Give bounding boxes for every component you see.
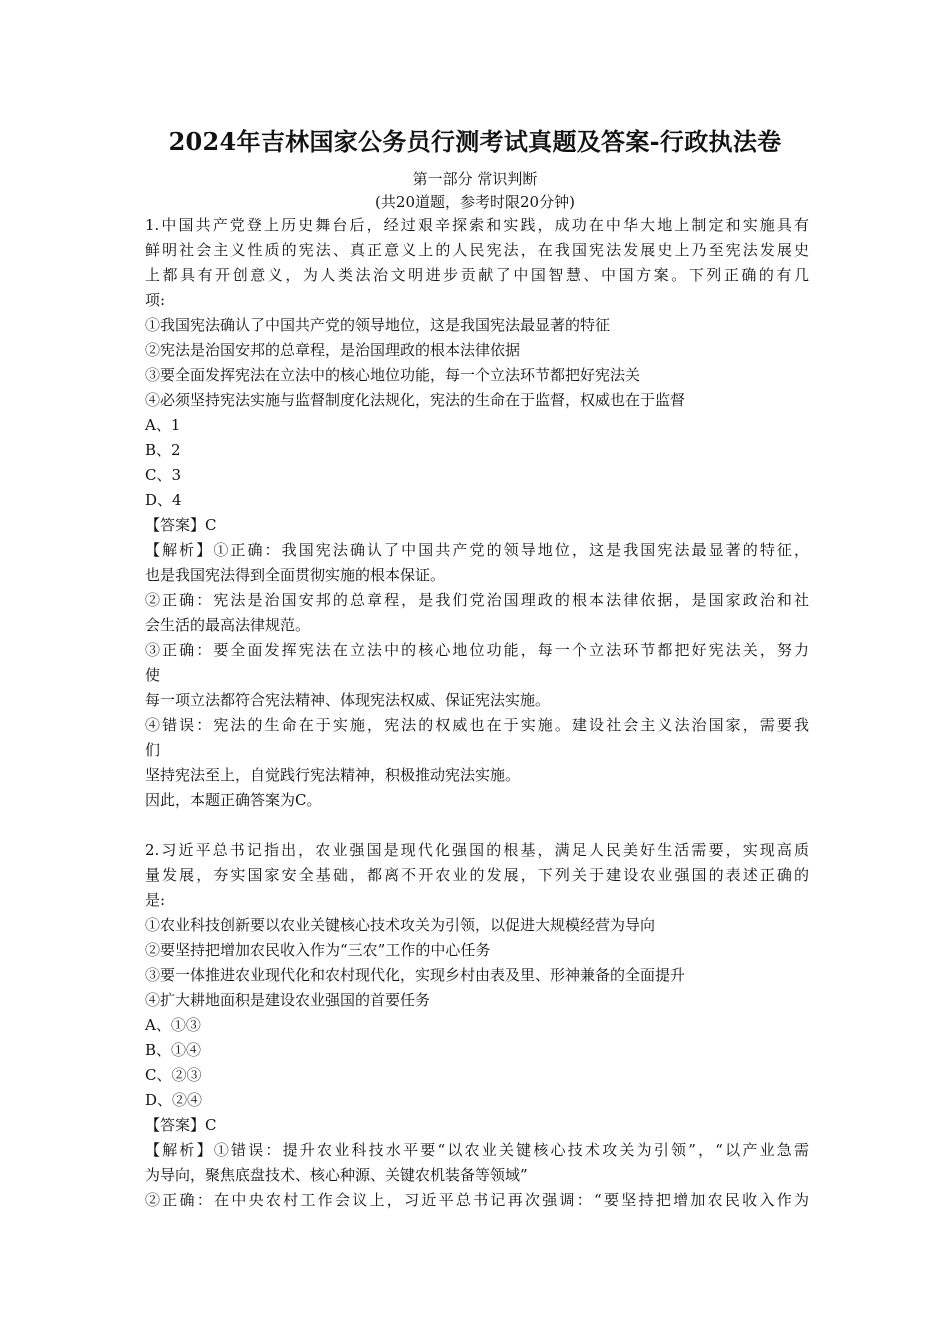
question-stem-line: 量发展，夯实国家安全基础，都离不开农业的发展，下列关于建设农业强国的表述正确的 — [145, 866, 809, 884]
analysis-line: 为导向，聚焦底盘技术、核心种源、关键农机装备等领域” — [145, 1166, 528, 1184]
analysis-line: 使 — [145, 666, 161, 684]
section-title: 第一部分 常识判断 — [412, 170, 538, 188]
statement: ④必须坚持宪法实施与监督制度化法规化，宪法的生命在于监督，权威也在于监督 — [145, 391, 686, 409]
paragraph-gap — [145, 813, 809, 838]
answer: 【答案】C — [145, 516, 217, 534]
analysis-line: ④错误：宪法的生命在于实施，宪法的权威也在于实施。建设社会主义法治国家，需要我 — [145, 716, 809, 734]
option-c: C、②③ — [145, 1066, 202, 1084]
question-stem-line: 1.中国共产党登上历史舞台后，经过艰辛探索和实践，成功在中华大地上制定和实施具有 — [145, 216, 809, 234]
analysis-line: 们 — [145, 741, 161, 759]
option-a: A、①③ — [145, 1016, 201, 1034]
question-stem-line: 是: — [145, 891, 166, 909]
analysis-line: 也是我国宪法得到全面贯彻实施的根本保证。 — [145, 566, 446, 584]
statement: ③要一体推进农业现代化和农村现代化，实现乡村由表及里、形神兼备的全面提升 — [145, 966, 686, 984]
option-b: B、2 — [145, 441, 181, 459]
analysis-line: 坚持宪法至上，自觉践行宪法精神，积极推动宪法实施。 — [145, 766, 521, 784]
analysis-line: 【解析】①正确：我国宪法确认了中国共产党的领导地位，这是我国宪法最显著的特征， — [145, 541, 809, 559]
analysis-line: 【解析】①错误：提升农业科技水平要“以农业关键核心技术攻关为引领”，“以产业急需 — [145, 1141, 809, 1159]
statement: ②宪法是治国安邦的总章程，是治国理政的根本法律依据 — [145, 341, 521, 359]
analysis-line: 因此，本题正确答案为C。 — [145, 791, 322, 809]
analysis-line: ②正确：宪法是治国安邦的总章程，是我们党治国理政的根本法律依据，是国家政治和社 — [145, 591, 809, 609]
question-2 — [145, 838, 809, 1213]
option-c: C、3 — [145, 466, 182, 484]
document-body — [145, 213, 809, 1213]
analysis-line: ③正确：要全面发挥宪法在立法中的核心地位功能，每一个立法环节都把好宪法关，努力 — [145, 641, 809, 659]
option-d: D、②④ — [145, 1091, 203, 1109]
answer: 【答案】C — [145, 1116, 217, 1134]
option-a: A、1 — [145, 416, 181, 434]
analysis-line: 每一项立法都符合宪法精神、体现宪法权威、保证宪法实施。 — [145, 691, 551, 709]
statement: ①农业科技创新要以农业关键核心技术攻关为引领，以促进大规模经营为导向 — [145, 916, 656, 934]
option-b: B、①④ — [145, 1041, 202, 1059]
section-subtitle: (共20道题，参考时限20分钟) — [375, 193, 575, 211]
analysis-line: 会生活的最高法律规范。 — [145, 616, 311, 634]
statement: ③要全面发挥宪法在立法中的核心地位功能，每一个立法环节都把好宪法关 — [145, 366, 641, 384]
option-d: D、4 — [145, 491, 182, 509]
document-title: 2024年吉林国家公务员行测考试真题及答案-行政执法卷 — [168, 127, 782, 156]
question-stem-line: 鲜明社会主义性质的宪法、真正意义上的人民宪法，在我国宪法发展史上乃至宪法发展史 — [145, 241, 809, 259]
question-1 — [145, 213, 809, 813]
statement: ④扩大耕地面积是建设农业强国的首要任务 — [145, 991, 431, 1009]
question-stem-line: 上都具有开创意义，为人类法治文明进步贡献了中国智慧、中国方案。下列正确的有几 — [145, 266, 809, 284]
statement: ②要坚持把增加农民收入作为“三农”工作的中心任务 — [145, 941, 491, 959]
statement: ①我国宪法确认了中国共产党的领导地位，这是我国宪法最显著的特征 — [145, 316, 611, 334]
analysis-line: ②正确：在中央农村工作会议上，习近平总书记再次强调：“要坚持把增加农民收入作为 — [145, 1191, 809, 1209]
question-stem-line: 项: — [145, 291, 166, 309]
question-stem-line: 2.习近平总书记指出，农业强国是现代化强国的根基，满足人民美好生活需要，实现高质 — [145, 841, 809, 859]
